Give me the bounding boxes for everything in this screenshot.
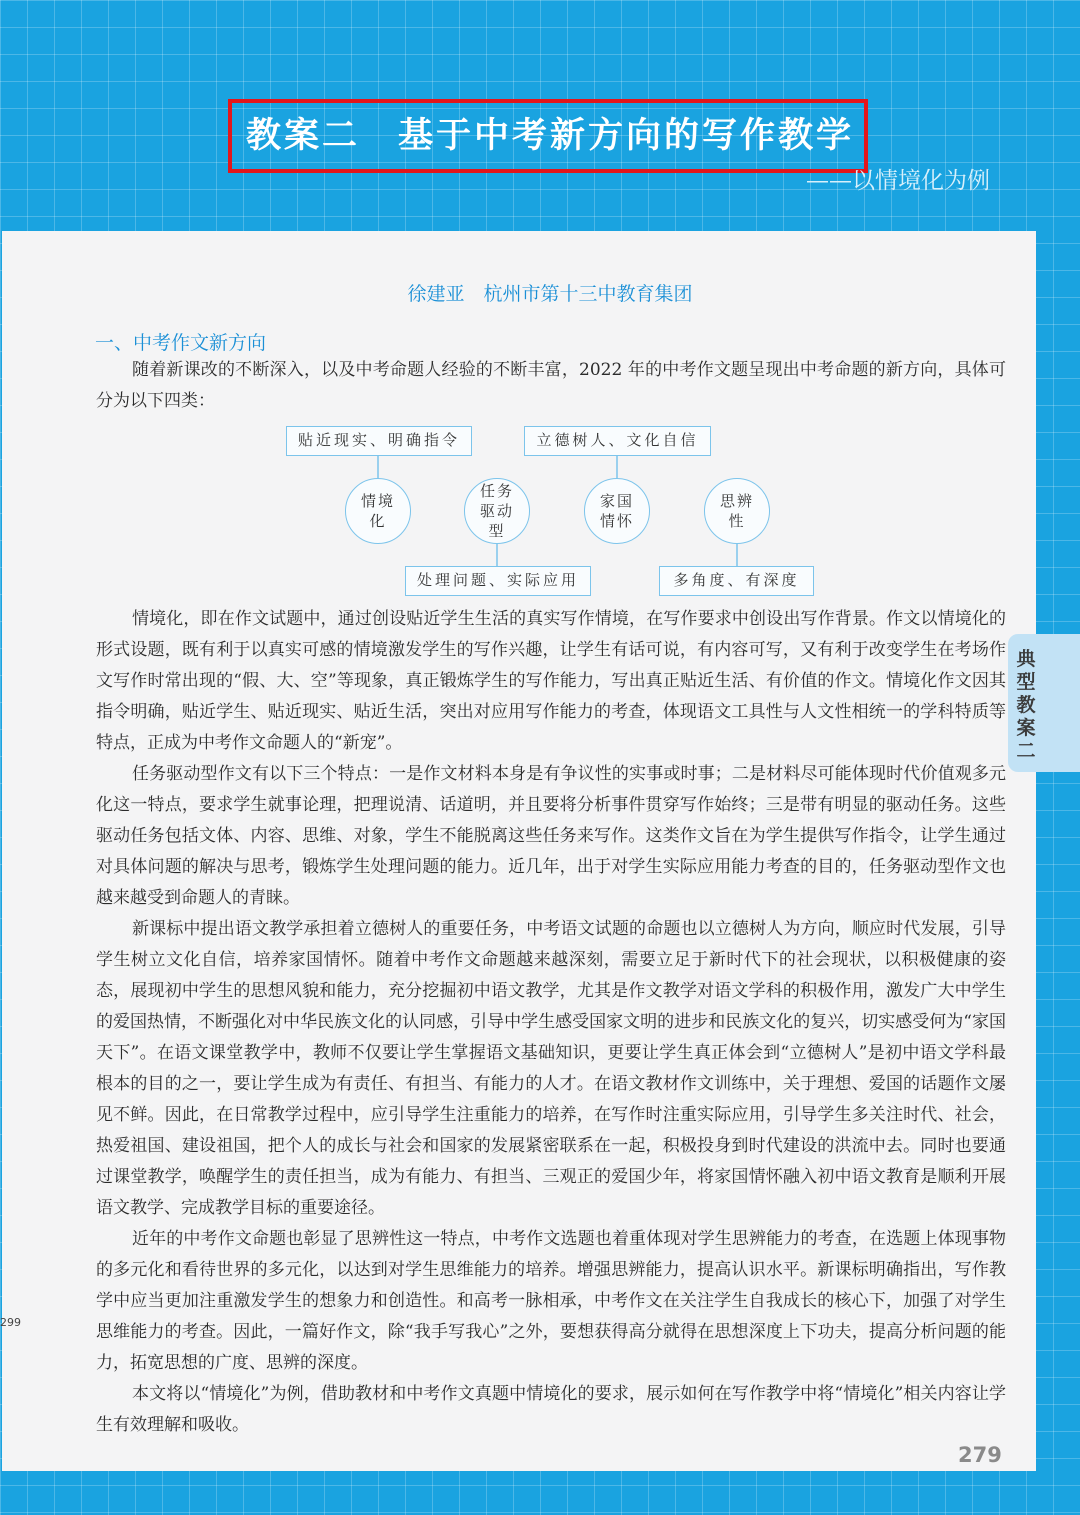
diagram-box-bottom-right: 多角度、有深度 [659,566,814,596]
diagram-circle-patriotism [584,478,650,544]
diagram-circle-task-driven [464,478,530,544]
author-line: 徐建亚 杭州市第十三中教育集团 [407,283,693,305]
circle-label: 任务驱动型 [479,482,514,540]
diagram-circle-situational [345,478,411,544]
circle-label: 家国情怀 [599,492,634,530]
paragraph-patriotism: 新课标中提出语文教学承担着立德树人的重要任务，中考语文试题的命题也以立德树人为方向，顺应时代发展，引导学生树立文化自信，培养家国情怀。随着中考作文命题越来越深刻，需要立足于新时代下的社会现状，以积极健康的姿态，展现初中学生的思想风貌和能力，充分挖掘初中语文教学，尤其是作文教学对语文学科的积极作用，激发广大中学生的爱国热情，不断强化对中华民族文化的认同感，引导中学生感受国家文明的进步和民族文化的复兴，切实感受何为“家国天下”。在语文课堂教学中，教师不仅要让学生掌握语文基础知识，更要让学生真正体会到“立德树人”是初中语文学科最根本的目的之一，要让学生成为有责任、有担当、有能力的人才。在语文教材作文训练中，关于理想、爱国的话题作文屡见不鲜。因此，在日常教学过程中，应引导学生注重能力的培养，在写作时注重实际应用，引导学生多关注时代、社会，热爱祖国、建设祖国，把个人的成长与社会和国家的发展紧密联系在一起，积极投身到时代建设的洪流中去。同时也要通过课堂教学，唤醒学生的责任担当，成为有能力、有担当、三观正的爱国少年，将家国情怀融入初中语文教育是顺利开展语文教学、完成教学目标的重要途径。 [96,919,1006,1218]
circle-label: 思辨性 [719,492,754,530]
paragraph-task-driven: 任务驱动型作文有以下三个特点：一是作文材料本身是有争议性的实事或时事；二是材料尽可能体现时代价值观多元化这一特点，要求学生就事论理，把理说清、话道明，并且要将分析事件贯穿写作始终；三是带有明显的驱动任务。这些驱动任务包括文体、内容、思维、对象，学生不能脱离这些任务来写作。这类作文旨在为学生提供写作指令，让学生通过对具体问题的解决与思考，锻炼学生处理问题的能力。近几年，出于对学生实际应用能力考查的目的，任务驱动型作文也越来越受到命题人的青睐。 [96,764,1006,908]
page-number: 279 [958,1443,1002,1467]
diagram-box-bottom-left: 处理问题、实际应用 [405,566,591,596]
diagram-circle-critical-thinking [704,478,770,544]
body-paragraphs [96,604,1006,1441]
circle-label: 情境化 [360,492,395,530]
paragraph-situational: 情境化，即在作文试题中，通过创设贴近学生生活的真实写作情境，在写作要求中创设出写作背景。作文以情境化的形式设题，既有利于以真实可感的情境激发学生的写作兴趣，让学生有话可说，有内容可写，又有利于改变学生在考场作文写作时常出现的“假、大、空”等现象，真正锻炼学生的写作能力，写出真正贴近生活、有价值的作文。情境化作文因其指令明确，贴近学生、贴近现实、贴近生活，突出对应用写作能力的考查，体现语文工具性与人文性相统一的学科特质等特点，正成为中考作文命题人的“新宠”。 [96,609,1006,753]
intro-paragraph: 随着新课改的不断深入，以及中考命题人经验的不断丰富，2022 年的中考作文题呈现出中考命题的新方向，具体可分为以下四类： [96,360,1006,411]
margin-number: 299 [0,1316,21,1329]
diagram-box-top-left: 贴近现实、明确指令 [286,426,472,456]
side-tab-label: 典型教案二 [1016,648,1036,762]
paragraph-critical-thinking: 近年的中考作文命题也彰显了思辨性这一特点，中考作文选题也着重体现对学生思辨能力的考查，在选题上体现事物的多元化和看待世界的多元化，以达到对学生思维能力的培养。增强思辨能力，提高认识水平。新课标明确指出，写作教学中应当更加注重激发学生的想象力和创造性。和高考一脉相承，中考作文在关注学生自我成长的核心下，加强了对学生思维能力的考查。因此，一篇好作文，除“我手写我心”之外，要想获得高分就得在思想深度上下功夫，提高分析问题的能力，拓宽思想的广度、思辨的深度。 [96,1229,1006,1373]
chapter-title: 教案二 基于中考新方向的写作教学 [228,99,868,173]
chapter-subtitle: ——以情境化为例 [806,168,990,194]
paragraph-conclusion: 本文将以“情境化”为例，借助教材和中考作文真题中情境化的要求，展示如何在写作教学中将“情境化”相关内容让学生有效理解和吸收。 [96,1384,1006,1435]
diagram-box-top-right: 立德树人、文化自信 [524,426,711,456]
section-heading: 一、中考作文新方向 [95,332,267,354]
